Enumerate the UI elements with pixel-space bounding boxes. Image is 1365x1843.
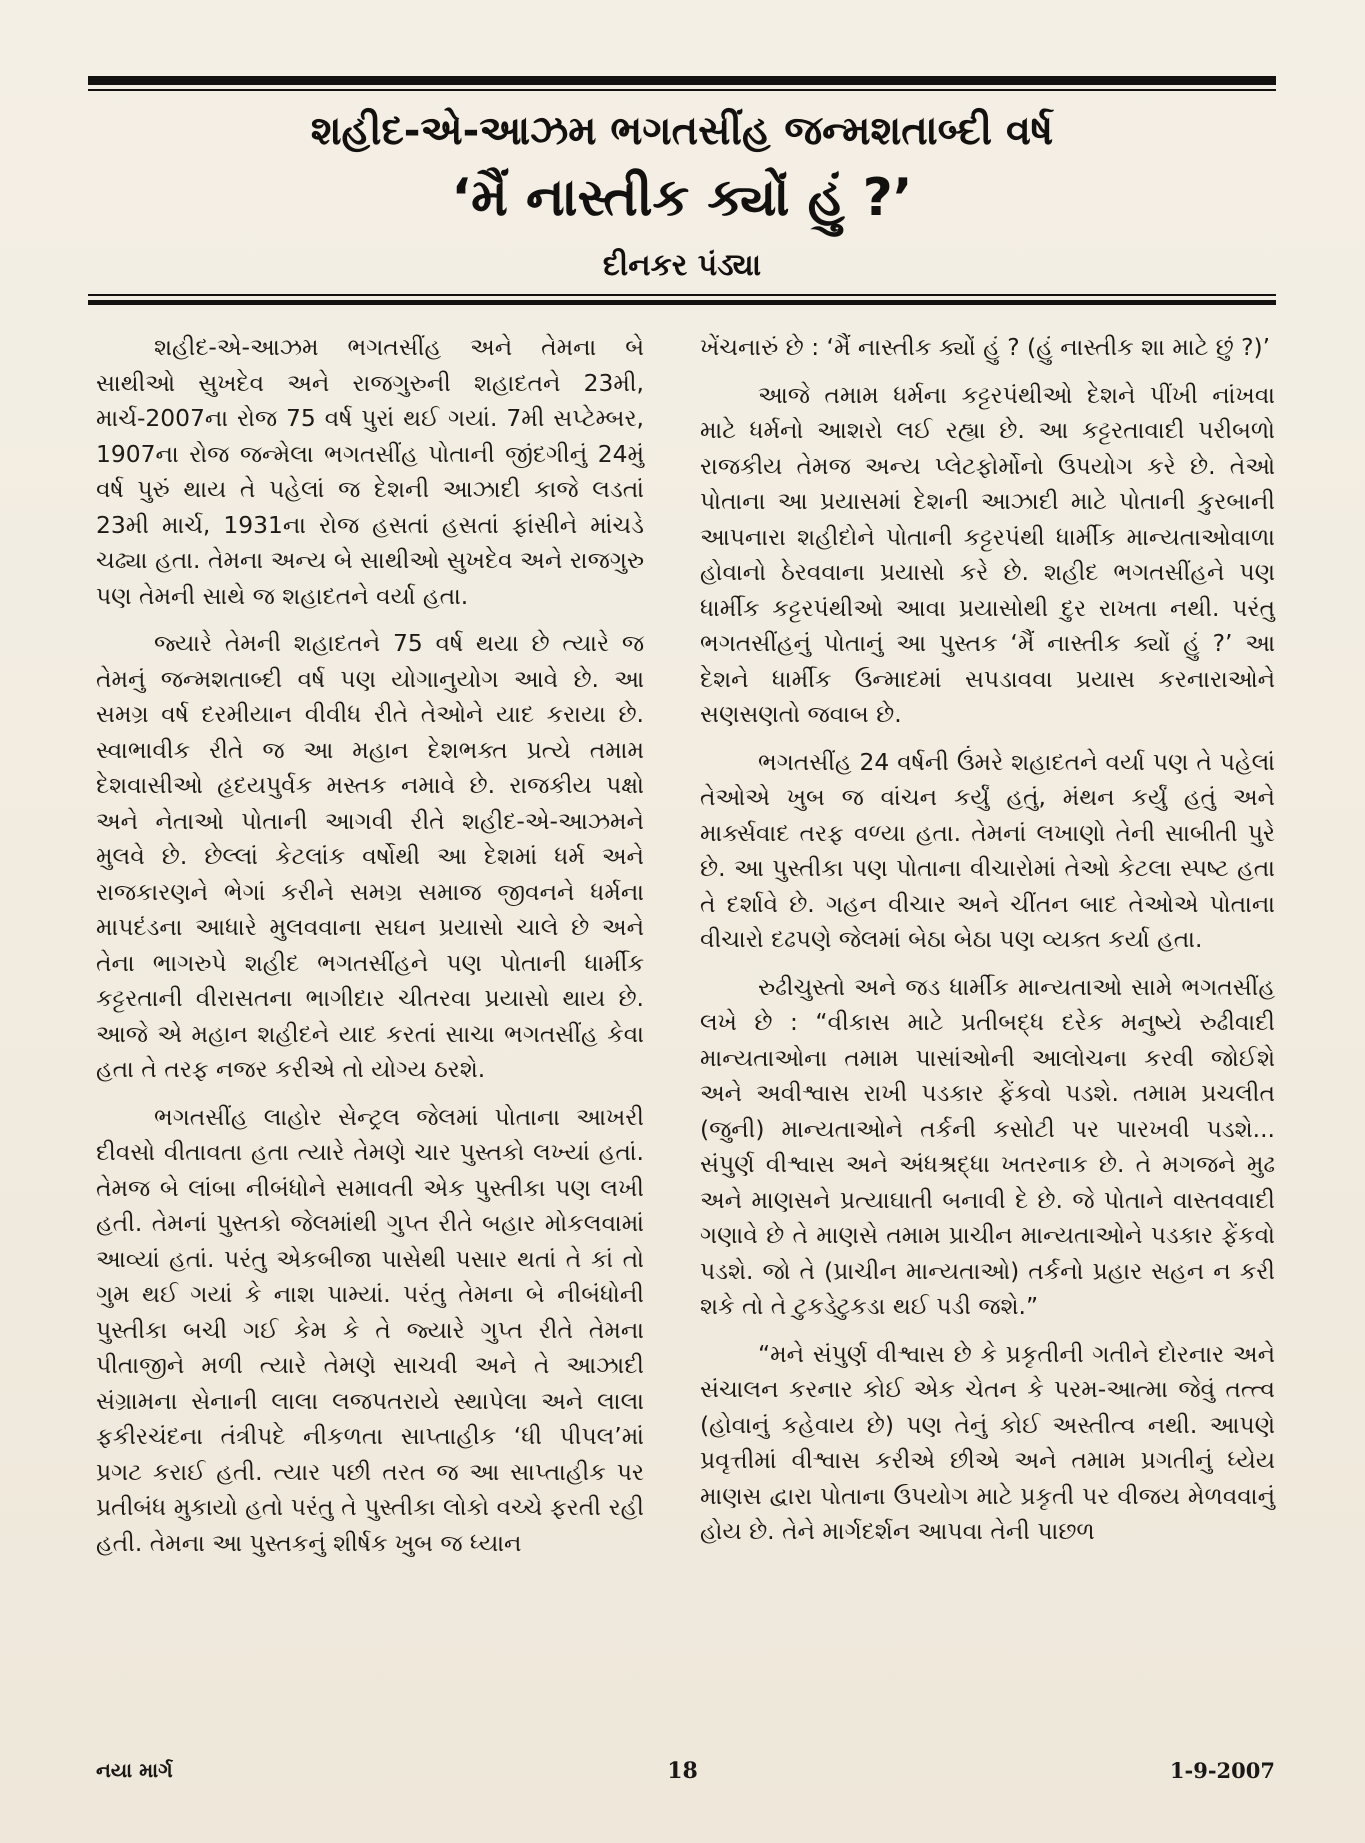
header-bottom-rule	[88, 300, 1276, 305]
right-column	[700, 330, 1275, 1562]
right-paragraph-5: “મને સંપુર્ણ વીશ્વાસ છે કે પ્રકૃતીની ગતીને દોરનાર અને સંચાલન કરનાર કોઈ એક ચેતન કે પરમ-આત્મા જેવું તત્ત્વ (હોવાનું કહેવાય છે) પણ તેનું કોઈ અસ્તીત્વ નથી. આપણે પ્રવૃત્તીમાં વીશ્વાસ કરીએ છીએ અને તમામ પ્રગતીનું ધ્યેય માણસ દ્વારા પોતાના ઉપયોગ માટે પ્રકૃતી પર વીજય મેળવવાનું હોય છે. તેને માર્ગદર્શન આપવા તેની પાછળ	[700, 1339, 1275, 1545]
right-paragraph-3: ભગતસીંહ 24 વર્ષની ઉંમરે શહાદતને વર્યા પણ તે પહેલાં તેઓએ ખુબ જ વાંચન કર્યું હતું, મંથન કર્યું હતું અને માર્ક્સવાદ તરફ વળ્યા હતા. તેમનાં લખાણો તેની સાબીતી પુરે છે. આ પુસ્તીકા પણ પોતાના વીચારોમાં તેઓ કેટલા સ્પષ્ટ હતા તે દર્શાવે છે. ગહન વીચાર અને ચીંતન બાદ તેઓએ પોતાના વીચારો દઢપણે જેલમાં બેઠા બેઠા પણ વ્યક્ત કર્યા હતા.	[700, 747, 1275, 953]
series-title: શહીદ-એ-આઝમ ભગતસીંહ જન્મશતાબ્દી વર્ષ	[310, 108, 1054, 154]
header-top-thin-rule	[88, 89, 1276, 91]
footer-date: 1-9-2007	[1169, 1758, 1275, 1783]
left-paragraph-3: ભગતસીંહ લાહોર સેન્ટ્રલ જેલમાં પોતાના આખરી દીવસો વીતાવતા હતા ત્યારે તેમણે ચાર પુસ્તકો લખ્યાં હતાં. તેમજ બે લાંબા નીબંધોને સમાવતી એક પુસ્તીકા પણ લખી હતી. તેમનાં પુસ્તકો જેલમાંથી ગુપ્ત રીતે બહાર મોકલવામાં આવ્યાં હતાં. પરંતુ એકબીજા પાસેથી પસાર થતાં તે કાં તો ગુમ થઈ ગયાં કે નાશ પામ્યાં. પરંતુ તેમના બે નીબંધોની પુસ્તીકા બચી ગઈ કેમ કે તે જ્યારે ગુપ્ત રીતે તેમના પીતાજીને મળી ત્યારે તેમણે સાચવી અને તે આઝાદી સંગ્રામના સેનાની લાલા લજપતરાયે સ્થાપેલા અને લાલા ફકીરચંદના તંત્રીપદે નીકળતા સાપ્તાહીક ‘ધી પીપલ’માં પ્રગટ કરાઈ હતી. ત્યાર પછી તરત જ આ સાપ્તાહીક પર પ્રતીબંધ મુકાયો હતો પરંતુ તે પુસ્તીકા લોકો વચ્ચે ફરતી રહી હતી. તેમના આ પુસ્તકનું શીર્ષક ખુબ જ ધ્યાન	[96, 1102, 644, 1557]
article-title: ‘મૈં નાસ્તીક ક્યોં હું ?’	[451, 168, 913, 228]
author-name: દીનકર પંડ્યા	[602, 248, 762, 283]
footer-publication: નયા માર્ગ	[96, 1758, 173, 1782]
right-paragraph-4: રુઢીચુસ્તો અને જડ ધાર્મીક માન્યતાઓ સામે ભગતસીંહ લખે છે : “વીકાસ માટે પ્રતીબદ્ધ દરેક મનુષ્યે રુઢીવાદી માન્યતાઓના તમામ પાસાંઓની આલોચના કરવી જોઈશે અને અવીશ્વાસ રાખી પડકાર ફેંકવો પડશે. તમામ પ્રચલીત (જુની) માન્યતાઓને તર્કની કસોટી પર પારખવી પડશે... સંપુર્ણ વીશ્વાસ અને અંધશ્રદ્ધા ખતરનાક છે. તે મગજને મુઢ અને માણસને પ્રત્યાઘાતી બનાવી દે છે. જે પોતાને વાસ્તવવાદી ગણાવે છે તે માણસે તમામ પ્રાચીન માન્યતાઓને પડકાર ફેંકવો પડશે. જો તે (પ્રાચીન માન્યતાઓ) તર્કનો પ્રહાર સહન ન કરી શકે તો તે ટુકડેટુકડા થઈ પડી જશે.”	[700, 972, 1275, 1320]
left-paragraph-1: શહીદ-એ-આઝમ ભગતસીંહ અને તેમના બે સાથીઓ સુખદેવ અને રાજગુરુની શહાદતને 23મી, માર્ચ-2007ના રોજ 75 વર્ષ પુરાં થઈ ગયાં. 7મી સપ્ટેમ્બર, 1907ના રોજ જન્મેલા ભગતસીંહ પોતાની જીંદગીનું 24મું વર્ષ પુરું થાય તે પહેલાં જ દેશની આઝાદી કાજે લડતાં 23મી માર્ચ, 1931ના રોજ હસતાં હસતાં ફાંસીને માંચડે ચઢ્યા હતા. તેમના અન્ય બે સાથીઓ સુખદેવ અને રાજગુરુ પણ તેમની સાથે જ શહાદતને વર્યા હતા.	[96, 333, 644, 610]
header-bottom-thin-rule	[88, 294, 1276, 296]
footer-page-number: 18	[667, 1758, 698, 1784]
header-top-rule	[88, 76, 1276, 85]
right-paragraph-1: ખેંચનારું છે : ‘મૈં નાસ્તીક ક્યોં હું ? (હું નાસ્તીક શા માટે છું ?)’	[700, 333, 1271, 361]
right-paragraph-2: આજે તમામ ધર્મના કટ્ટરપંથીઓ દેશને પીંખી નાંખવા માટે ધર્મનો આશરો લઈ રહ્યા છે. આ કટ્ટરતાવાદી પરીબળો રાજકીય તેમજ અન્ય પ્લેટફોર્મોનો ઉપયોગ કરે છે. તેઓ પોતાના આ પ્રયાસમાં દેશની આઝાદી માટે પોતાની કુરબાની આપનારા શહીદોને પોતાની કટ્ટરપંથી ધાર્મીક માન્યતાઓવાળા હોવાનો ઠેરવવાના પ્રયાસો કરે છે. શહીદ ભગતસીંહને પણ ધાર્મીક કટ્ટરપંથીઓ આવા પ્રયાસોથી દુર રાખતા નથી. પરંતુ ભગતસીંહનું પોતાનું આ પુસ્તક ‘મૈં નાસ્તીક ક્યોં હું ?’ આ દેશને ધાર્મીક ઉન્માદમાં સપડાવવા પ્રયાસ કરનારાઓને સણસણતો જવાબ છે.	[700, 380, 1275, 728]
left-column	[96, 330, 644, 1573]
left-paragraph-2: જ્યારે તેમની શહાદતને 75 વર્ષ થયા છે ત્યારે જ તેમનું જન્મશતાબ્દી વર્ષ પણ યોગાનુયોગ આવે છે. આ સમગ્ર વર્ષ દરમીયાન વીવીધ રીતે તેઓને યાદ કરાયા છે. સ્વાભાવીક રીતે જ આ મહાન દેશભક્ત પ્રત્યે તમામ દેશવાસીઓ હૃદયપુર્વક મસ્તક નમાવે છે. રાજકીય પક્ષો અને નેતાઓ પોતાની આગવી રીતે શહીદ-એ-આઝમને મુલવે છે. છેલ્લાં કેટલાંક વર્ષોથી આ દેશમાં ધર્મ અને રાજકારણને ભેગાં કરીને સમગ્ર સમાજ જીવનને ધર્મના માપદંડના આધારે મુલવવાના સઘન પ્રયાસો ચાલે છે અને તેના ભાગરુપે શહીદ ભગતસીંહને પણ પોતાની ધાર્મીક કટ્ટરતાની વીરાસતના ભાગીદાર ચીતરવા પ્રયાસો થાય છે. આજે એ મહાન શહીદને યાદ કરતાં સાચા ભગતસીંહ કેવા હતા તે તરફ નજર કરીએ તો યોગ્ય ઠરશે.	[96, 629, 644, 1083]
